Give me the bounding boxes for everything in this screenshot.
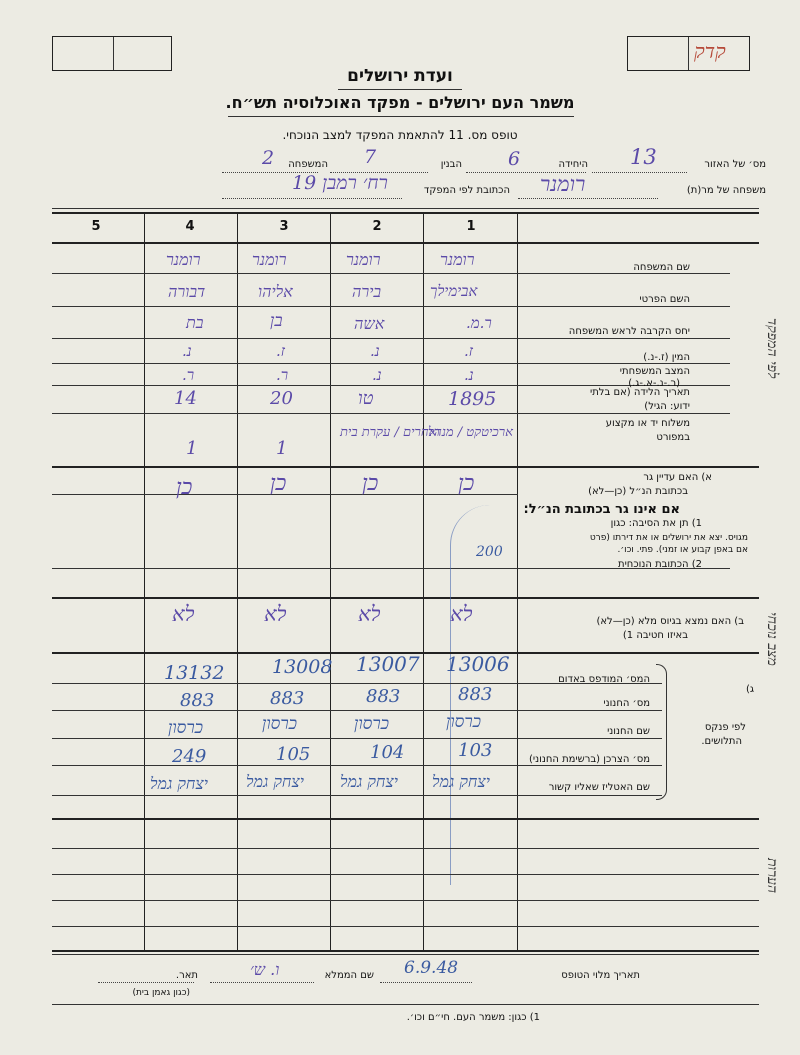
section-divider — [52, 466, 759, 468]
filler-label: שם הממלא — [324, 970, 374, 981]
role-line — [98, 982, 194, 983]
unit-value: 6 — [508, 148, 521, 170]
butcher-label: שם האטליז שאליו קשור — [548, 782, 650, 793]
cell-grocer-number-3: 883 — [270, 688, 305, 709]
section-c-mark: ג) — [745, 684, 754, 695]
row-label-first-name: השם הפרטי — [639, 294, 690, 305]
cell-surname-2: רומנר — [346, 250, 381, 269]
cell-consumer-number-2: 104 — [370, 742, 405, 763]
cell-butcher-3: יצחק גמל — [246, 772, 304, 791]
column-header: 5 — [91, 219, 101, 234]
margin-note: 200 — [476, 544, 503, 560]
census-subtitle: משמר העם ירושלים - מפקד האוכלוסיה תש״ח. — [225, 93, 575, 112]
cell-sex-2: נ. — [370, 342, 380, 360]
unit-label: היחידה — [558, 159, 588, 170]
row-line — [52, 306, 730, 307]
cell-marital-1: נ. — [464, 366, 474, 384]
column-header: 2 — [372, 219, 382, 234]
current-address-label: 2) הכתובת הנוכחית — [618, 559, 702, 570]
cell-grocer-name-3: כרסון — [262, 714, 298, 734]
if-not-heading: אם אינו גר בכתובת הנ״ל: — [523, 502, 680, 517]
cell-relation-3: בן — [270, 311, 283, 331]
column-header: 4 — [185, 219, 195, 234]
red-number-label: המס׳ המודפס באדום — [558, 674, 650, 685]
cell-relation-1: ר.מ. — [466, 314, 492, 332]
cell-occupation-3: 1 — [276, 438, 288, 459]
cell-marital-4: ר. — [182, 366, 195, 384]
coupon-book-label: לפי פנקס — [704, 722, 746, 733]
mobilized-label: ב) האם נמצא בגיוס מלא (כן—לא) — [596, 616, 744, 627]
mobilized-label-sub: באיזו חטיבה 1) — [622, 630, 688, 641]
consumer-number-label: מס׳ הצרכן (ברשימת החנוני) — [528, 754, 650, 765]
row-line — [52, 900, 759, 901]
column-header: 1 — [466, 219, 476, 234]
side-label-current: מצב נוכחי — [764, 612, 780, 666]
row-line — [52, 363, 730, 364]
cell-first-name-1: אבימילך — [430, 282, 478, 300]
row-line — [52, 795, 662, 796]
cell-first-name-4: דבורה — [168, 282, 206, 301]
table-top-thick — [52, 212, 759, 214]
corner-box-mark: קדק — [694, 39, 726, 63]
cell-sex-4: נ. — [182, 342, 192, 360]
cell-butcher-2: יצחק גמל — [340, 772, 398, 791]
row-label-birth-sub: ידוע: הגיל) — [644, 401, 690, 412]
cell-sex-3: ז. — [276, 342, 285, 360]
col-divider — [423, 212, 424, 950]
family-value: 2 — [262, 147, 275, 169]
row-line — [52, 413, 730, 414]
cell-mobilized-4: לא — [172, 602, 195, 626]
reason-label: 1) תן את הסיבה: כגון — [610, 518, 702, 529]
column-header: 3 — [279, 219, 289, 234]
reason-desc: מגויס. יצא את ירושלים או את דירתו (פרט — [589, 533, 748, 543]
cell-first-name-3: אליהו — [258, 282, 293, 301]
filler-line — [210, 982, 314, 983]
cell-consumer-number-3: 105 — [276, 744, 311, 765]
cell-grocer-number-2: 883 — [366, 686, 401, 707]
footnote: 1) כגון: משמר העם. חי״ם וכו׳. — [406, 1012, 540, 1023]
date-value: 6.9.48 — [404, 958, 459, 978]
col-divider — [237, 212, 238, 950]
still-lives-label-sub: בכתובת הנ״ל (כן—לא) — [588, 486, 688, 497]
cell-marital-3: ר. — [276, 366, 289, 384]
committee-title: ועדת ירושלים — [347, 66, 453, 86]
row-label-relation: יחס הקרבה לראש המשפחה — [568, 326, 690, 337]
row-label-occupation-sub: במפורט — [656, 432, 690, 443]
cell-surname-4: רומנר — [166, 250, 201, 269]
cell-mobilized-1: לא — [450, 602, 473, 626]
building-label: הבנין — [440, 159, 462, 170]
row-label-occupation: משלוח יד או מקצוע — [605, 418, 690, 429]
table-bottom-line — [52, 950, 759, 952]
row-label-birth: תאריך הלידה (אם בלתי — [590, 387, 690, 398]
cell-grocer-number-4: 883 — [180, 690, 215, 711]
date-label: תאריך מלוי הטופס — [561, 970, 640, 981]
section-divider — [52, 818, 759, 820]
cell-grocer-name-2: כרסון — [354, 714, 390, 734]
cell-still-lives-4: כן — [176, 475, 193, 500]
row-line — [52, 874, 759, 875]
cell-birth-2: טו — [358, 388, 374, 409]
table-bottom-line-2 — [52, 954, 759, 955]
cell-occupation-2: ואחרים / עקרת בית — [340, 425, 440, 440]
cell-sex-1: ז. — [464, 342, 473, 360]
title-underline — [338, 89, 462, 90]
zone-line — [592, 172, 687, 173]
form-title: טופס מס. 11 להתאמת המפקד למצב הנוכחי. — [282, 128, 518, 142]
cell-marital-2: נ. — [372, 366, 382, 384]
side-label-notes: הערות — [764, 858, 780, 894]
family-label: המשפחה — [288, 159, 328, 170]
cell-consumer-number-4: 249 — [172, 746, 207, 767]
cell-surname-1: רומנר — [440, 250, 475, 269]
row-line — [52, 738, 662, 739]
cell-birth-3: 20 — [270, 388, 293, 409]
col-divider — [517, 212, 518, 950]
address-line — [222, 198, 402, 199]
side-label-census: לפי המפקד — [764, 318, 780, 379]
family-of-value: רומנר — [540, 172, 586, 196]
cell-still-lives-3: כן — [270, 471, 287, 496]
cell-grocer-number-1: 883 — [458, 684, 493, 705]
row-line — [52, 848, 759, 849]
cell-butcher-4: יצחק גמל — [150, 774, 208, 793]
cell-mobilized-3: לא — [264, 602, 287, 626]
header-bottom-line — [52, 242, 759, 244]
section-divider — [52, 597, 759, 599]
address-value: רח׳ רמבן 19 — [292, 172, 388, 194]
family-of-label: משפחה של מר(ת) — [686, 185, 766, 196]
cell-mobilized-2: לא — [358, 602, 381, 626]
subtitle-underline — [228, 116, 574, 117]
cell-birth-1: 1895 — [448, 388, 497, 410]
coupon-book-label-2: התלושים. — [701, 736, 742, 747]
cell-birth-4: 14 — [174, 388, 197, 409]
col-divider — [330, 212, 331, 950]
filler-value: ו. ש׳ — [250, 960, 280, 979]
cell-occupation-4: 1 — [186, 438, 198, 459]
cell-consumer-number-1: 103 — [458, 740, 493, 761]
row-line — [52, 710, 662, 711]
cell-still-lives-1: כן — [458, 471, 475, 496]
building-value: 7 — [364, 146, 377, 168]
row-line — [52, 338, 730, 339]
reason-desc-2: אם באפן קבוע או זמני). פתי. וכו׳. — [617, 545, 748, 555]
footer-line — [52, 1004, 759, 1005]
grocer-name-label: שם החנוני — [607, 726, 650, 737]
cell-relation-4: בת — [186, 313, 204, 332]
role-label: תאר. — [175, 970, 198, 981]
date-line — [380, 982, 472, 983]
row-label-surname: שם המשפחה — [633, 262, 690, 273]
role-note: (כגון גאמן בית) — [132, 988, 190, 998]
family-of-line — [518, 198, 658, 199]
cell-red-number-3: 13008 — [272, 656, 333, 678]
still-lives-label: א) האם עדיין גר — [643, 472, 712, 483]
cell-grocer-name-4: כרסון — [168, 718, 204, 738]
row-label-sex: המין (ז.-נ.) — [643, 352, 690, 363]
row-line — [52, 926, 759, 927]
cell-grocer-name-1: כרסון — [446, 712, 482, 732]
grocer-number-label: מס׳ החנוני — [603, 698, 650, 709]
cell-first-name-2: בירה — [352, 282, 382, 301]
cell-butcher-1: יצחק גמל — [432, 772, 490, 791]
row-line — [52, 765, 662, 766]
row-label-marital-sub: (ר.-נ.-א.-ג.) — [628, 378, 680, 389]
cell-red-number-1: 13006 — [446, 652, 510, 676]
table-top-line — [52, 208, 759, 209]
row-line — [52, 273, 730, 274]
zone-value: 13 — [630, 145, 657, 169]
bracket — [656, 664, 667, 800]
cell-relation-2: אשה — [354, 314, 385, 333]
zone-label: מס׳ של האזור — [704, 159, 766, 170]
cell-red-number-4: 13132 — [164, 662, 225, 684]
col-divider — [144, 212, 145, 950]
address-label: הכתובת לפי המפקד — [423, 185, 510, 196]
cell-red-number-2: 13007 — [356, 652, 420, 676]
cell-occupation-1: ארכיטקט / מנהל — [428, 425, 513, 440]
cell-still-lives-2: כן — [362, 471, 379, 496]
cell-surname-3: רומנר — [252, 250, 287, 269]
row-label-marital: המצב המשפחתי — [619, 366, 690, 377]
